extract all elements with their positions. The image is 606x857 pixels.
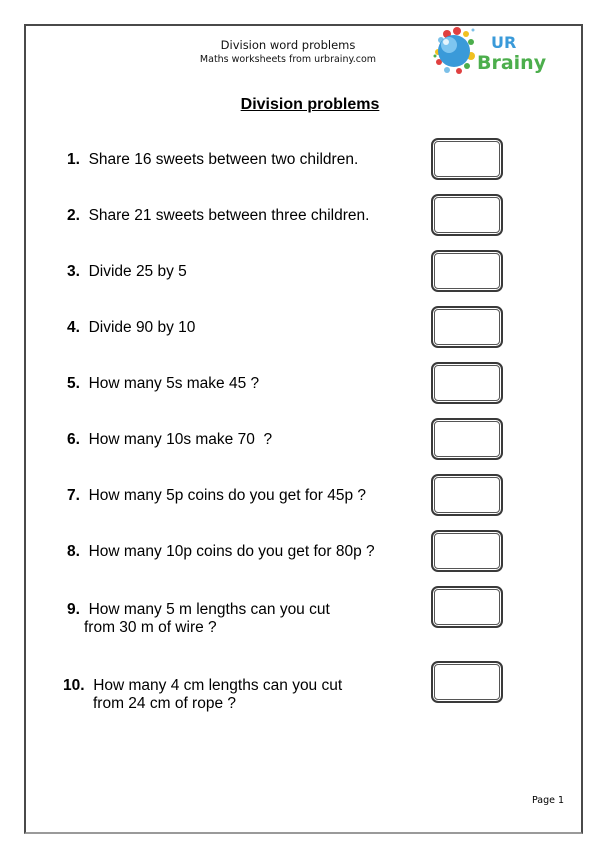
page-title: Division problems <box>240 96 380 113</box>
question-number: 10. <box>63 677 85 694</box>
answer-box-9[interactable] <box>431 586 503 628</box>
question-8 <box>67 543 375 561</box>
question-5 <box>67 375 259 393</box>
answer-box-10[interactable] <box>431 661 503 703</box>
answer-box-7[interactable] <box>431 474 503 516</box>
question-9 <box>67 601 330 637</box>
svg-text:UR: UR <box>491 33 517 52</box>
question-number: 7. <box>67 487 80 504</box>
question-text: Divide 90 by 10 <box>88 319 196 336</box>
question-number: 4. <box>67 319 80 336</box>
worksheet-header-subtitle: Maths worksheets from urbrainy.com <box>199 54 377 65</box>
question-text: How many 4 cm lengths can you cut <box>93 677 343 694</box>
question-text: How many 5 m lengths can you cut <box>88 601 330 618</box>
answer-box-1[interactable] <box>431 138 503 180</box>
question-6 <box>67 431 272 449</box>
question-text: How many 10s make 70 ? <box>88 431 273 448</box>
question-text: How many 5p coins do you get for 45p ? <box>88 487 367 504</box>
urbrainy-logo <box>433 26 548 76</box>
page-number: Page 1 <box>532 795 565 806</box>
brain-globe-icon <box>433 26 548 76</box>
question-number: 5. <box>67 375 80 392</box>
answer-box-4[interactable] <box>431 306 503 348</box>
question-text: How many 10p coins do you get for 80p ? <box>88 543 375 560</box>
question-1 <box>67 151 358 169</box>
question-7 <box>67 487 366 505</box>
answer-box-8[interactable] <box>431 530 503 572</box>
question-3 <box>67 263 187 281</box>
question-text-line2: from 30 m of wire ? <box>84 619 217 636</box>
worksheet-header-title: Division word problems <box>220 38 356 52</box>
question-4 <box>67 319 195 337</box>
question-text: Share 16 sweets between two children. <box>88 151 359 168</box>
question-number: 8. <box>67 543 80 560</box>
answer-box-5[interactable] <box>431 362 503 404</box>
question-text: Divide 25 by 5 <box>88 263 187 280</box>
question-10 <box>63 677 342 713</box>
question-2 <box>67 207 369 225</box>
question-text-line2: from 24 cm of rope ? <box>93 695 237 712</box>
question-number: 2. <box>67 207 80 224</box>
answer-box-3[interactable] <box>431 250 503 292</box>
answer-box-6[interactable] <box>431 418 503 460</box>
answer-box-2[interactable] <box>431 194 503 236</box>
svg-text:Brainy: Brainy <box>477 52 547 74</box>
question-text: Share 21 sweets between three children. <box>88 207 370 224</box>
question-number: 3. <box>67 263 80 280</box>
question-text: How many 5s make 45 ? <box>88 375 260 392</box>
question-number: 1. <box>67 151 80 168</box>
question-number: 9. <box>67 601 80 618</box>
question-number: 6. <box>67 431 80 448</box>
